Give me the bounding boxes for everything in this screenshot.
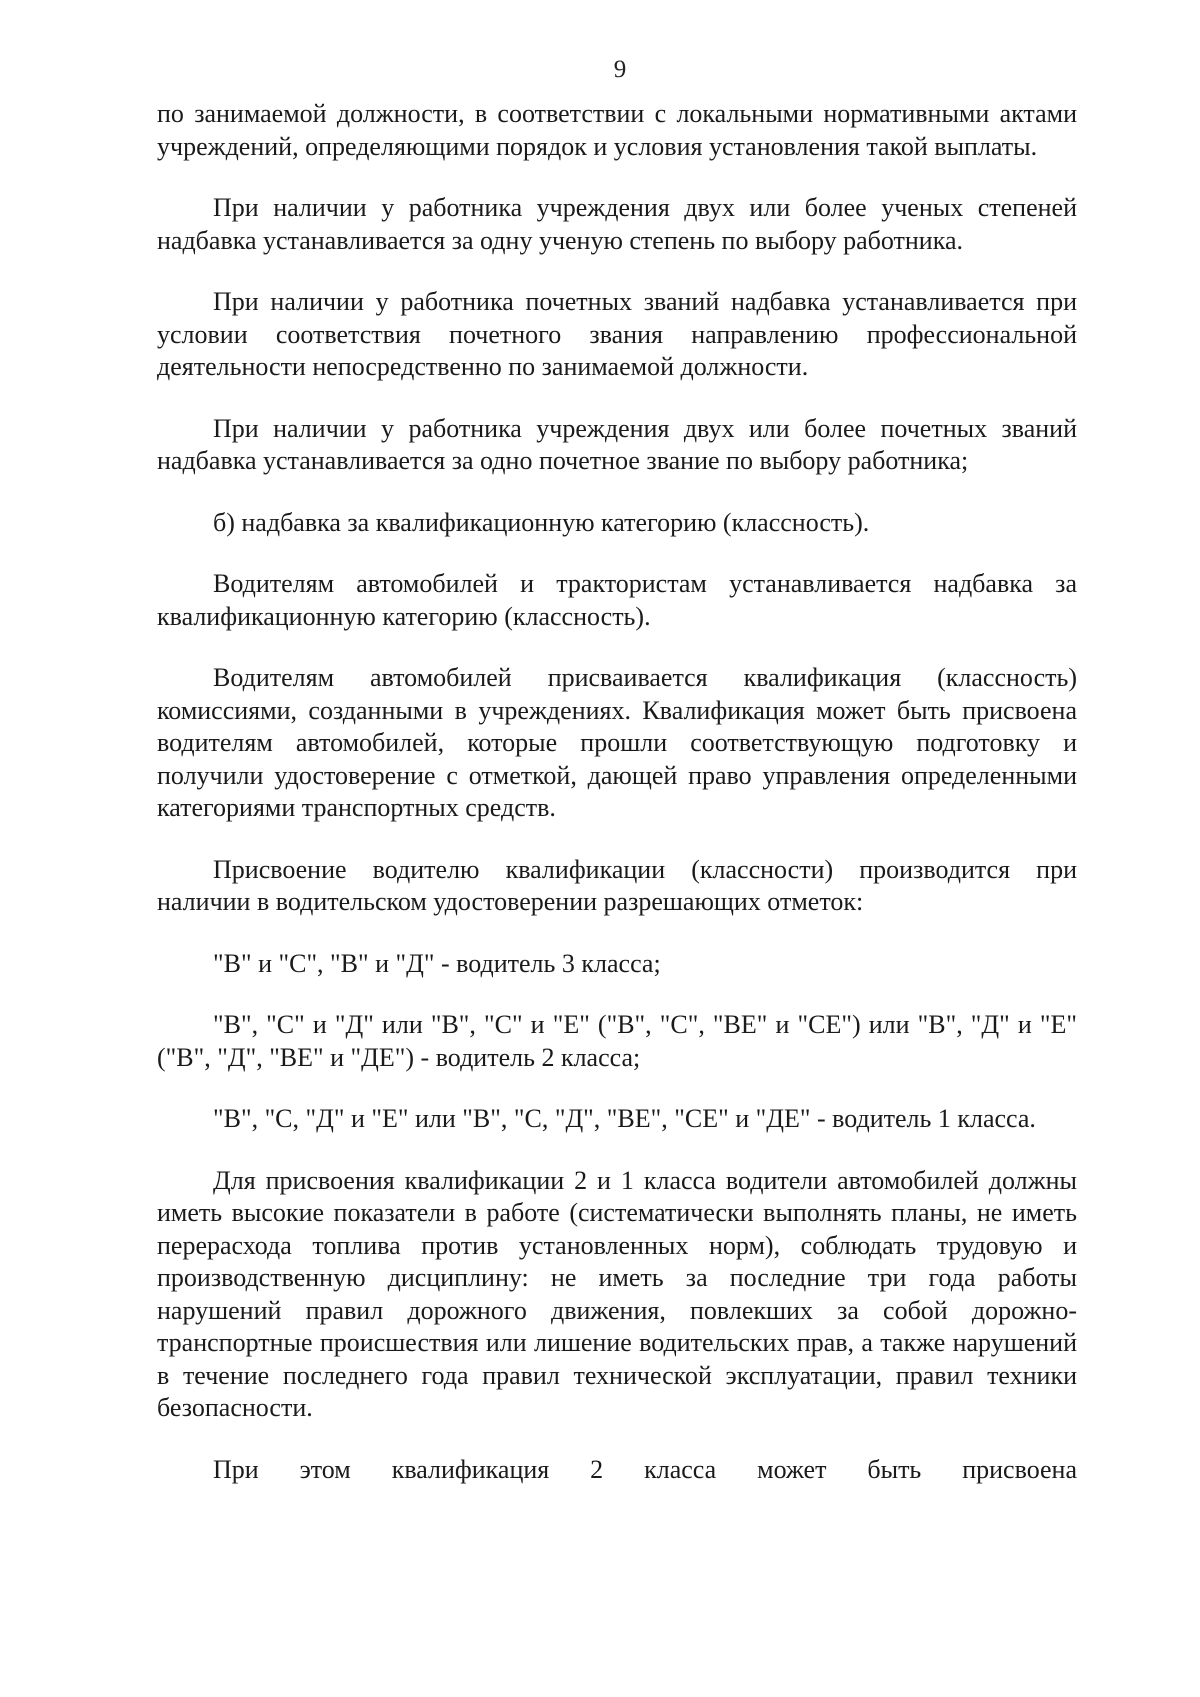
- document-body: [157, 98, 1077, 1515]
- paragraph-continuation: по занимаемой должности, в соответствии с локальными нормативными актами учреждений, определяющими порядок и условия установления такой выплаты.: [157, 99, 1077, 161]
- paragraph-drivers-tractor-operators: Водителям автомобилей и трактористам устанавливается надбавка за квалификационную категорию (классность).: [157, 569, 1077, 631]
- list-item-class-3: "В" и "С", "В" и "Д" - водитель 3 класса;: [213, 948, 661, 978]
- paragraph-class-2-assignment: При этом квалификация 2 класса может быть присвоена: [213, 1454, 1077, 1484]
- paragraph-honorary-titles: При наличии у работника почетных званий надбавка устанавливается при условии соответствия почетного звания направлению профессиональной деятельности непосредственно по занимаемой должности.: [157, 287, 1077, 381]
- paragraph-multiple-honorary-titles: При наличии у работника учреждения двух или более почетных званий надбавка устанавливается за одно почетное звание по выбору работника;: [157, 413, 1077, 475]
- list-item-class-1: "В", "С, "Д" и "Е" или "В", "С, "Д", "ВЕ", "СЕ" и "ДЕ" - водитель 1 класса.: [213, 1104, 1036, 1133]
- list-item-class-2: "В", "С" и "Д" или "В", "С" и "Е" ("В", "С", "ВЕ" и "СЕ") или "В", "Д" и "Е" ("В", "Д", "ВЕ" и "ДЕ") - водитель 2 класса;: [157, 1010, 1077, 1072]
- paragraph-qualification-conditions: Присвоение водителю квалификации (классности) производится при наличии в водительском удостоверении разрешающих отметок:: [157, 854, 1077, 916]
- page-number: 9: [613, 56, 627, 83]
- paragraph-qualification-allowance: б) надбавка за квалификационную категорию (классность).: [213, 507, 870, 537]
- paragraph-academic-degrees: При наличии у работника учреждения двух или более ученых степеней надбавка устанавливается за одну ученую степень по выбору работника.: [157, 193, 1077, 255]
- paragraph-qualification-assignment: Водителям автомобилей присваивается квалификация (классность) комиссиями, созданными в учреждениях. Квалификация может быть присвоена водителям автомобилей, которые прошли соответствующую подготовку и получили удостоверение с отметкой, дающей право управления определенными категориями транспортных средств.: [157, 663, 1077, 822]
- paragraph-class-requirements: Для присвоения квалификации 2 и 1 класса водители автомобилей должны иметь высокие показатели в работе (систематически выполнять планы, не иметь перерасхода топлива против установленных норм), соблюдать трудовую и производственную дисциплину: не иметь за последние три года работы нарушений правил дорожного движения, повлекших за собой дорожно-транспортные происшествия или лишение водительских прав, а также нарушений в течение последнего года правил технической эксплуатации, правил техники безопасности.: [157, 1165, 1077, 1422]
